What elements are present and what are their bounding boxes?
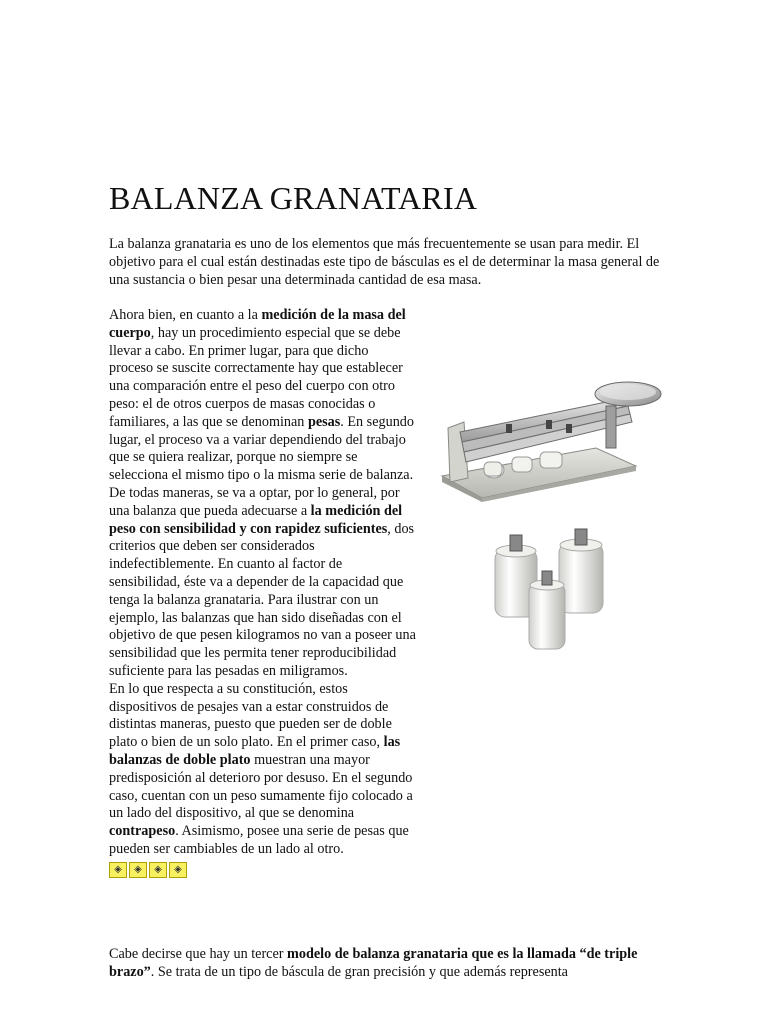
rating-icon[interactable]: ◈ — [109, 862, 127, 878]
cylindrical-weights-image — [492, 527, 608, 654]
page-title: BALANZA GRANATARIA — [109, 180, 478, 216]
intro-paragraph: La balanza granataria es uno de los elementos que más frecuentemente se usan para medir. El objetivo para el cual están destinadas este tipo de básculas es el de determinar la masa general de una sustancia o bien pesar una determinada cantidad de esa masa. — [109, 236, 660, 288]
paragraph-medicion: Ahora bien, en cuanto a la medición de la masa del cuerpo, hay un procedimiento especial que se debe llevar a cabo. En primer lugar, para que dicho proceso se suscite correctamente hay que establecer una comparación entre el peso del cuerpo con otro peso: el de otros cuerpos de masas conocidas o familiares, a las que se denominan pesas. En segundo lugar, el proceso va a variar dependiendo del trabajo que se quiera realizar, porque no siempre se selecciona el mismo tipo o la misma serie de balanza. De todas maneras, se va a optar, por lo general, por una balanza que pueda adecuarse a la medición del peso con sensibilidad y con rapidez suficientes, dos criterios que deben ser considerados indefectiblemente. En cuanto al factor de sensibilidad, éste va a depender de la capacidad que tenga la balanza granataria. Para ilustrar con un ejemplo, las balanzas que han sido diseñadas con el objetivo de que pesen kilogramos no van a poseer una sensibilidad que les permita tener reproducibilidad suficiente para las pesadas en miligramos. — [109, 307, 416, 679]
rating-icons[interactable] — [109, 862, 416, 878]
paragraph-triple-brazo: Cabe decirse que hay un tercer modelo de balanza granataria que es la llamada “de triple brazo”. Se trata de un tipo de báscula de gran precisión y que además representa — [109, 946, 638, 980]
rating-icon[interactable]: ◈ — [169, 862, 187, 878]
main-text-column — [109, 307, 416, 878]
rating-icon[interactable]: ◈ — [149, 862, 167, 878]
triple-beam-balance-image — [436, 378, 664, 502]
rating-icon[interactable]: ◈ — [129, 862, 147, 878]
paragraph-constitucion: En lo que respecta a su constitución, estos dispositivos de pesajes van a estar construidos de distintas maneras, puesto que pueden ser de doble plato o bien de un solo plato. En el primer caso, las balanzas de doble plato muestran una mayor predisposición al deterioro por desuso. En el segundo caso, cuentan con un peso sumamente fijo colocado a un lado del dispositivo, al que se denomina contrapeso. Asimismo, posee una serie de pesas que pueden ser cambiables de un lado al otro. — [109, 680, 413, 857]
